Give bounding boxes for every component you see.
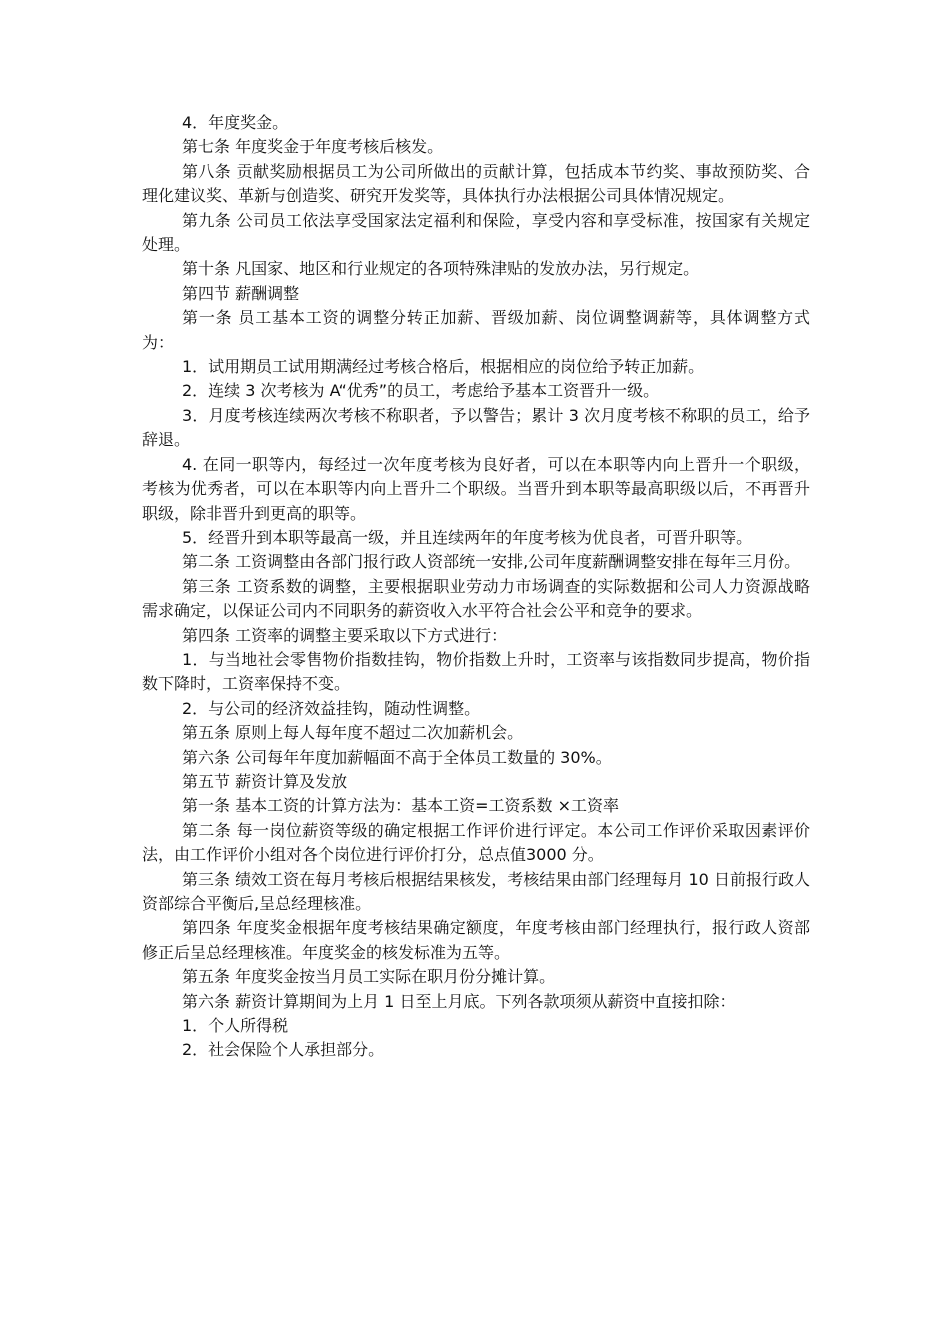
list-item: 3．月度考核连续两次考核不称职者，予以警告；累计 3 次月度考核不称职的员工，给予辞退。 bbox=[142, 405, 810, 450]
paragraph: 第一条 员工基本工资的调整分转正加薪、晋级加薪、岗位调整调薪等，具体调整方式为： bbox=[142, 308, 810, 352]
list-item: 2．连续 3 次考核为 A“优秀”的员工，考虑给予基本工资晋升一级。 bbox=[182, 381, 660, 401]
paragraph: 第二条 每一岗位薪资等级的确定根据工作评价进行评定。本公司工作评价采取因素评价法，由工作评价小组对各个岗位进行评价打分，总点值3000 分。 bbox=[142, 820, 810, 865]
list-item: 1．个人所得税 bbox=[182, 1016, 289, 1036]
paragraph: 第五条 原则上每人每年度不超过二次加薪机会。 bbox=[182, 723, 524, 743]
paragraph: 第四条 年度奖金根据年度考核结果确定额度，年度考核由部门经理执行，报行政人资部修正后呈总经理核准。年度奖金的核发标准为五等。 bbox=[142, 918, 810, 962]
list-item: 2．社会保险个人承担部分。 bbox=[182, 1040, 385, 1060]
paragraph: 第三条 绩效工资在每月考核后根据结果核发，考核结果由部门经理每月 10 日前报行政人资部综合平衡后,呈总经理核准。 bbox=[142, 869, 810, 913]
paragraph: 第九条 公司员工依法享受国家法定福利和保险，享受内容和享受标准，按国家有关规定处理。 bbox=[142, 210, 810, 255]
paragraph: 第三条 工资系数的调整，主要根据职业劳动力市场调查的实际数据和公司人力资源战略需求确定，以保证公司内不同职务的薪资收入水平符合社会公平和竞争的要求。 bbox=[142, 576, 810, 621]
document-body bbox=[142, 111, 810, 1063]
list-item: 1．与当地社会零售物价指数挂钩，物价指数上升时，工资率与该指数同步提高，物价指数下降时，工资率保持不变。 bbox=[142, 649, 810, 694]
list-item: 2．与公司的经济效益挂钩，随动性调整。 bbox=[182, 698, 481, 718]
paragraph: 第一条 基本工资的计算方法为：基本工资=工资系数 ×工资率 bbox=[182, 796, 619, 816]
section-heading: 第五节 薪资计算及发放 bbox=[182, 771, 348, 791]
paragraph: 第六条 公司每年年度加薪幅面不高于全体员工数量的 30%。 bbox=[182, 747, 612, 767]
paragraph: 第五条 年度奖金按当月员工实际在职月份分摊计算。 bbox=[182, 967, 556, 987]
paragraph: 4．年度奖金。 bbox=[182, 113, 289, 132]
paragraph: 第六条 薪资计算期间为上月 1 日至上月底。下列各款项须从薪资中直接扣除： bbox=[182, 991, 736, 1011]
list-item: 1．试用期员工试用期满经过考核合格后，根据相应的岗位给予转正加薪。 bbox=[182, 357, 705, 377]
list-item: 5．经晋升到本职等最高一级，并且连续两年的年度考核为优良者，可晋升职等。 bbox=[182, 527, 753, 547]
paragraph: 第八条 贡献奖励根据员工为公司所做出的贡献计算，包括成本节约奖、事故预防奖、合理化建议奖、革新与创造奖、研究开发奖等，具体执行办法根据公司具体情况规定。 bbox=[142, 161, 810, 206]
paragraph: 第二条 工资调整由各部门报行政人资部统一安排,公司年度薪酬调整安排在每年三月份。 bbox=[182, 552, 801, 572]
paragraph: 第七条 年度奖金于年度考核后核发。 bbox=[182, 137, 444, 157]
section-heading: 第四节 薪酬调整 bbox=[182, 283, 300, 303]
paragraph: 第四条 工资率的调整主要采取以下方式进行： bbox=[182, 625, 508, 645]
list-item: 4. 在同一职等内，每经过一次年度考核为良好者，可以在本职等内向上晋升一个职级，考核为优秀者，可以在本职等内向上晋升二个职级。当晋升到本职等最高职级以后，不再晋升职级，除非晋升到更高的职等。 bbox=[142, 454, 810, 523]
paragraph: 第十条 凡国家、地区和行业规定的各项特殊津贴的发放办法，另行规定。 bbox=[182, 259, 700, 279]
